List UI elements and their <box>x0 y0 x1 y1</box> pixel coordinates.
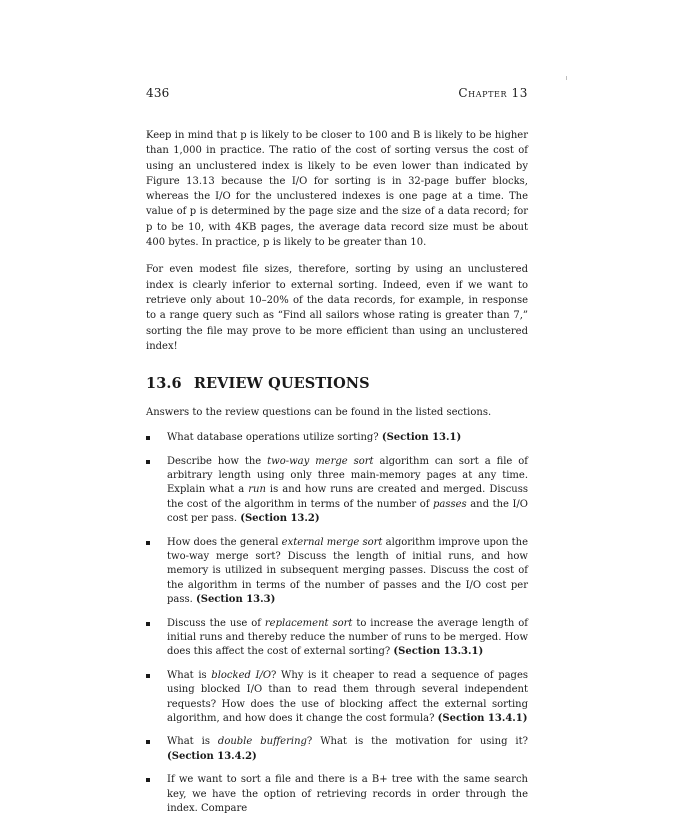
bullet-icon <box>146 674 150 678</box>
section-number: 13.6 <box>146 375 182 393</box>
question-text: What is <box>167 669 212 681</box>
list-item <box>146 536 528 608</box>
list-item <box>146 617 528 660</box>
bullet-icon <box>146 460 150 464</box>
review-questions-list <box>146 431 528 816</box>
book-page <box>146 86 528 826</box>
chapter-label: Chapter 13 <box>458 86 528 100</box>
term: replacement sort <box>264 617 353 629</box>
page-number: 436 <box>146 86 170 100</box>
bullet-icon <box>146 436 150 440</box>
bullet-icon <box>146 778 150 782</box>
body-paragraph-1: Keep in mind that p is likely to be closer to 100 and B is likely to be higher than 1,000 in practice. The ratio of the cost of sorting versus the cost of using an unclustered index is likely to be even lower than indicated by Figure 13.13 because the I/O for sorting is in 32-page buffer blocks, whereas the I/O for the unclustered indexes is one page at a time. The value of p is determined by the page size and the size of a data record; for p to be 10, with 4KB pages, the average data record size must be about 400 bytes. In practice, p is likely to be greater than 10. <box>146 130 528 249</box>
list-item <box>146 735 528 764</box>
question-text: How does the general <box>167 536 282 548</box>
question-text: If we want to sort a file and there is a B+ tree with the same search key, we have the option of retrieving records in order through the index. Compare <box>167 774 528 815</box>
question-text: ? What is the motivation for using it? <box>306 736 528 748</box>
section-heading <box>146 375 528 392</box>
section-ref: (Section 13.3) <box>195 594 276 606</box>
question-text: to increase the average length of initial runs and thereby reduce the number of runs to be merged. How does this affect the cost of external sorting? <box>167 617 528 658</box>
question-text: is and how runs are created and merged. Discuss the cost of the algorithm in terms of the number of <box>167 484 528 510</box>
question-text: algorithm can sort a file of arbitrary length using only three main-memory pages at any time. Explain what a <box>167 455 528 496</box>
term: external merge sort <box>281 536 383 548</box>
question-text: ? Why is it cheaper to read a sequence of pages using blocked I/O than to read them through several independent requests? How does the use of blocking affect the external sorting algorithm, and how does it change the cost formula? <box>167 669 529 725</box>
body-paragraph-2: For even modest file sizes, therefore, sorting by using an unclustered index is clearly inferior to external sorting. Indeed, even if we want to retrieve only about 10–20% of the data records, for example, in response to a range query such as “Find all sailors whose rating is greater than 7,” sorting the file may prove to be more efficient than using an unclustered index! <box>146 264 528 352</box>
section-intro: Answers to the review questions can be found in the listed sections. <box>146 407 492 419</box>
question-text: Describe how the <box>167 455 268 467</box>
section-ref: (Section 13.4.1) <box>437 713 528 725</box>
section-title: REVIEW QUESTIONS <box>193 375 370 393</box>
question-text: algorithm improve upon the two-way merge sort? Discuss the length of initial runs, and how memory is utilized in subsequent merging passes. Discuss the cost of the algorithm in terms of the number of passes and the I/O cost per pass. <box>167 536 528 606</box>
term: run <box>248 484 266 496</box>
list-item <box>146 773 528 816</box>
list-item <box>146 431 528 445</box>
question-text: Discuss the use of <box>167 617 265 629</box>
list-item <box>146 455 528 527</box>
term: blocked I/O <box>211 669 272 681</box>
term: two-way merge sort <box>267 455 374 467</box>
term: double buffering <box>217 736 307 748</box>
section-ref: (Section 13.4.2) <box>167 750 257 762</box>
question-text: and the I/O cost per pass. <box>167 498 529 525</box>
running-head <box>146 86 528 100</box>
section-ref: (Section 13.3.1) <box>393 646 484 658</box>
bullet-icon <box>146 740 150 744</box>
section-ref: (Section 13.2) <box>240 513 320 525</box>
term: passes <box>432 498 467 510</box>
list-item <box>146 669 528 727</box>
bullet-icon <box>146 622 150 626</box>
bullet-icon <box>146 541 150 545</box>
question-text: What is <box>167 736 218 748</box>
section-ref: (Section 13.1) <box>381 432 462 444</box>
question-text: What database operations utilize sorting? <box>167 432 382 444</box>
scan-speck <box>566 76 567 80</box>
